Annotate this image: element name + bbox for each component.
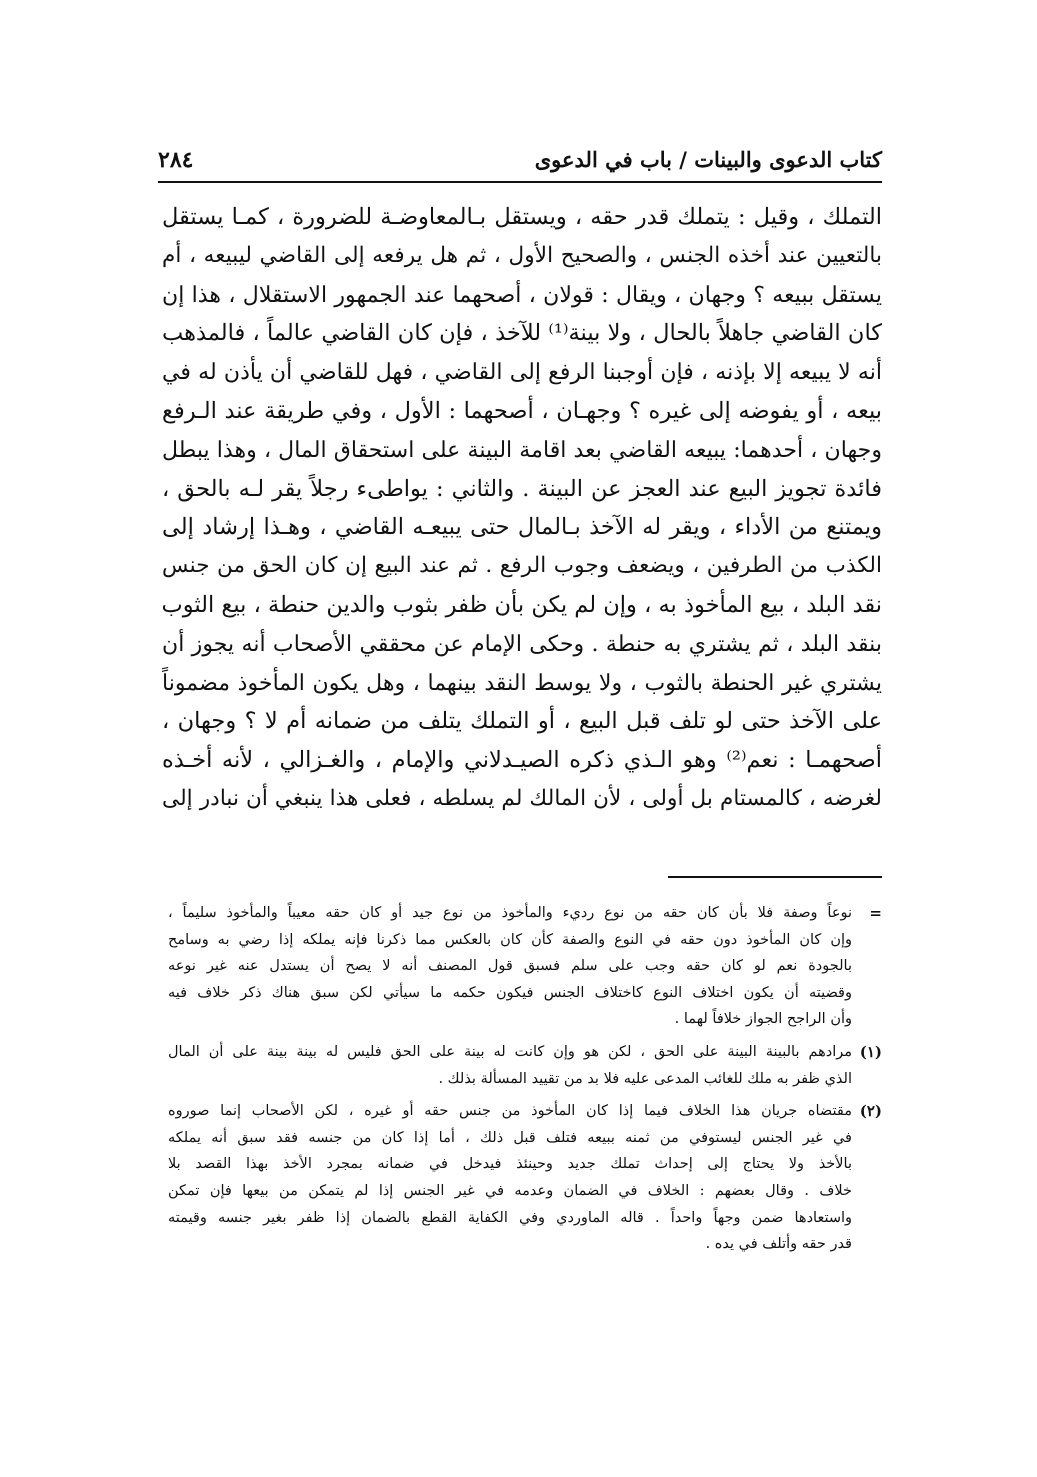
text-line: نقد البلد ، بيع المأخوذ به ، وإن لم يكن بأن ظفر بثوب والدين حنطة ، بيع الثوب bbox=[162, 591, 882, 618]
footnote-line: وإن كان المأخوذ دون حقه في النوع والصفة كأن كان بالعكس مما ذكرنا فإنه يملكه إذا رضي به وسامح bbox=[168, 931, 852, 948]
text-line: لغرضه ، كالمستام بل أولى ، لأن المالك لم يسلطه ، فعلى هذا ينبغي أن نبادر إلى bbox=[162, 785, 882, 811]
main-text bbox=[162, 198, 882, 819]
footnote-marker: (٢) bbox=[859, 1102, 882, 1121]
footnote-1 bbox=[168, 1039, 882, 1092]
footnote-marker: (١) bbox=[859, 1042, 882, 1061]
text-line: أنه لا يبيعه إلا بإذنه ، فإن أوجبنا الرفع إلى القاضي ، فهل للقاضي أن يأذن له في bbox=[162, 359, 882, 386]
header-rule bbox=[158, 181, 882, 183]
footnote-line: نوعاً وصفة فلا بأن كان حقه من نوع رديء والمأخوذ من نوع جيد أو كان حقه معيباً والمأخوذ سليماً ، bbox=[168, 905, 852, 921]
footnote-line: بالجودة نعم لو كان حقه وجب على سلم فسبق قول المصنف أنه لا يصح أن يستدل عنه غير نوعه bbox=[168, 958, 852, 975]
footnote-marker: = bbox=[869, 904, 882, 922]
text-line: يشتري غير الحنطة بالثوب ، ولا يوسط النقد بينهما ، وهل يكون المأخوذ مضموناً bbox=[162, 669, 882, 696]
footnote-line: الذي ظفر به ملك للغائب المدعى عليه فلا بد من تقييد المسألة بذلك . bbox=[438, 1070, 852, 1087]
text-line: بيعه ، أو يفوضه إلى غيره ؟ وجهـان ، أصحهما : الأول ، وفي طريقة عند الـرفع bbox=[162, 397, 882, 424]
footnote-line: بالأخذ ولا يحتاج إلى إحداث تملك جديد وحينئذ فيدخل في ضمانه بمجرد الأخذ بهذا القصد بلا bbox=[168, 1156, 852, 1173]
page-number: ٢٨٤ bbox=[158, 147, 194, 173]
text-line: كان القاضي جاهلاً بالحال ، ولا بينة⁽¹⁾ للآخذ ، فإن كان القاضي عالماً ، فالمذهب bbox=[162, 320, 882, 347]
footnote-line: خلاف . وقال بعضهم : الخلاف في الضمان وعدمه في غير الجنس إذا لم يتمكن من بيعها فإن تمكن bbox=[168, 1182, 852, 1199]
footnote-line: وقضيته أن يكون اختلاف النوع كاختلاف الجنس فيكون حكمه ما سيأتي لكن سبق هناك ذكر خلاف فيه bbox=[168, 984, 852, 1001]
footnote-line: مقتضاه جريان هذا الخلاف فيما إذا كان المأخوذ من جنس حقه أو غيره ، لكن الأصحاب إنما صوروه bbox=[168, 1103, 852, 1120]
footnote-line: واستعادها ضمن وجهاً واحداً . قاله الماوردي وفي الكفاية القطع بالضمان إذا ظفر بغير جنسه وقيمته bbox=[168, 1209, 852, 1226]
text-line: على الآخذ حتى لو تلف قبل البيع ، أو التملك يتلف من ضمانه أم لا ؟ وجهان ، bbox=[162, 708, 882, 735]
text-line: بنقد البلد ، ثم يشتري به حنطة . وحكى الإمام عن محققي الأصحاب أنه يجوز أن bbox=[162, 630, 882, 657]
text-line: وجهان ، أحدهما: يبيعه القاضي بعد اقامة البينة على استحقاق المال ، وهذا يبطل bbox=[162, 436, 882, 463]
footnotes bbox=[168, 900, 882, 1264]
running-header bbox=[158, 142, 882, 178]
header-title: كتاب الدعوى والبينات / باب في الدعوى bbox=[534, 147, 882, 172]
footnote-line: قدر حقه وأتلف في يده . bbox=[705, 1236, 852, 1253]
text-line: الكذب من الطرفين ، ويضعف وجوب الرفع . ثم عند البيع إن كان الحق من جنس bbox=[162, 553, 882, 579]
footnote-separator bbox=[668, 876, 882, 878]
footnote-2 bbox=[168, 1098, 882, 1258]
text-line: ويمتنع من الأداء ، ويقر له الآخذ بـالمال حتى يبيعـه القاضي ، وهـذا إرشاد إلى bbox=[162, 514, 882, 541]
footnote-line: في غير الجنس ليستوفي من ثمنه ببيعه فتلف قبل ذلك ، أما إذا كان من جنسه فقد سبق أنه يملكه bbox=[168, 1129, 852, 1146]
footnote-line: مرادهم بالبينة البينة على الحق ، لكن هو وإن كانت له بينة على الحق فليس له بينة بينة على أن المال bbox=[168, 1043, 852, 1060]
footnote-line: وأن الراجح الجواز خلافاً لهما . bbox=[674, 1011, 852, 1028]
footnote-continued bbox=[168, 900, 882, 1033]
text-line: التملك ، وقيل : يتملك قدر حقه ، ويستقل بـالمعاوضـة للضرورة ، كمـا يستقل bbox=[162, 204, 882, 230]
text-line: يستقل ببيعه ؟ وجهان ، ويقال : قولان ، أصحهما عند الجمهور الاستقلال ، هذا إن bbox=[162, 281, 882, 308]
text-line: أصحهمـا : نعم⁽²⁾ وهو الـذي ذكره الصيـدلاني والإمام ، والغـزالي ، لأنه أخـذه bbox=[162, 747, 882, 774]
text-line: فائدة تجويز البيع عند العجز عن البينة . والثاني : يواطىء رجلاً يقر لـه بالحق ، bbox=[162, 475, 882, 502]
text-line: بالتعيين عند أخذه الجنس ، والصحيح الأول ، ثم هل يرفعه إلى القاضي ليبيعه ، أم bbox=[162, 242, 882, 268]
